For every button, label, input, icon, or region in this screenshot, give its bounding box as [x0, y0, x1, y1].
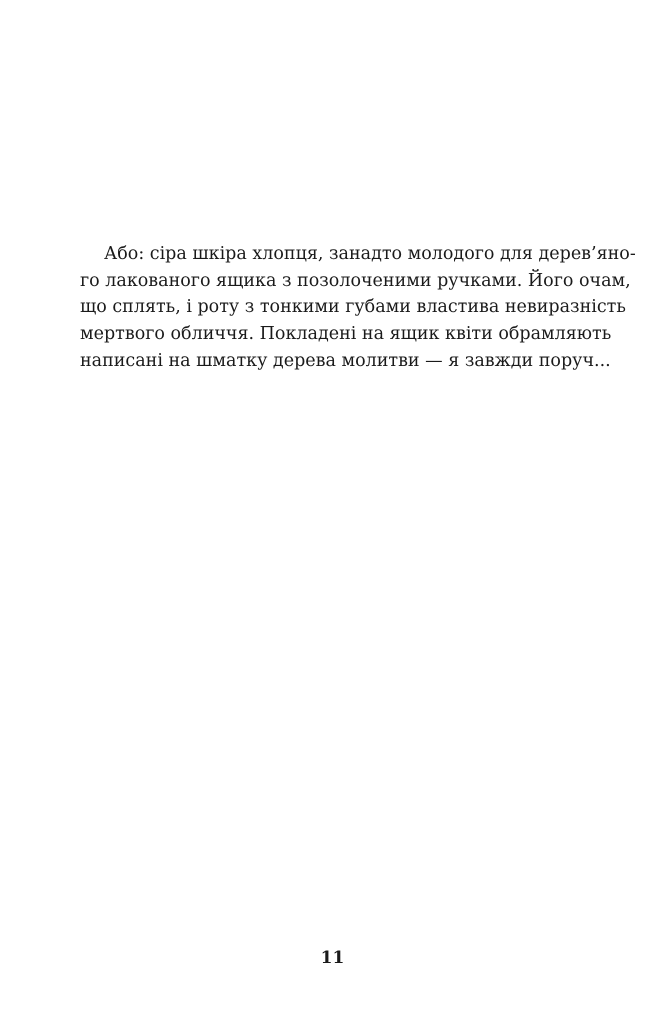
paragraph-line: що сплять, і роту з тонкими губами властива невиразність: [80, 297, 626, 318]
paragraph-line: Або: сіра шкіра хлопця, занадто молодого для дерев’яно-: [104, 244, 636, 264]
paragraph-line: го лакованого ящика з позолоченими ручками. Його очам,: [80, 270, 631, 291]
paragraph-line: мертвого обличчя. Покладені на ящик квіти обрамляють: [80, 324, 612, 345]
paragraph-line: написані на шматку дерева молитви — я завжди поруч...: [80, 350, 611, 371]
body-paragraph: [80, 241, 636, 375]
page-number: 11: [320, 948, 345, 968]
